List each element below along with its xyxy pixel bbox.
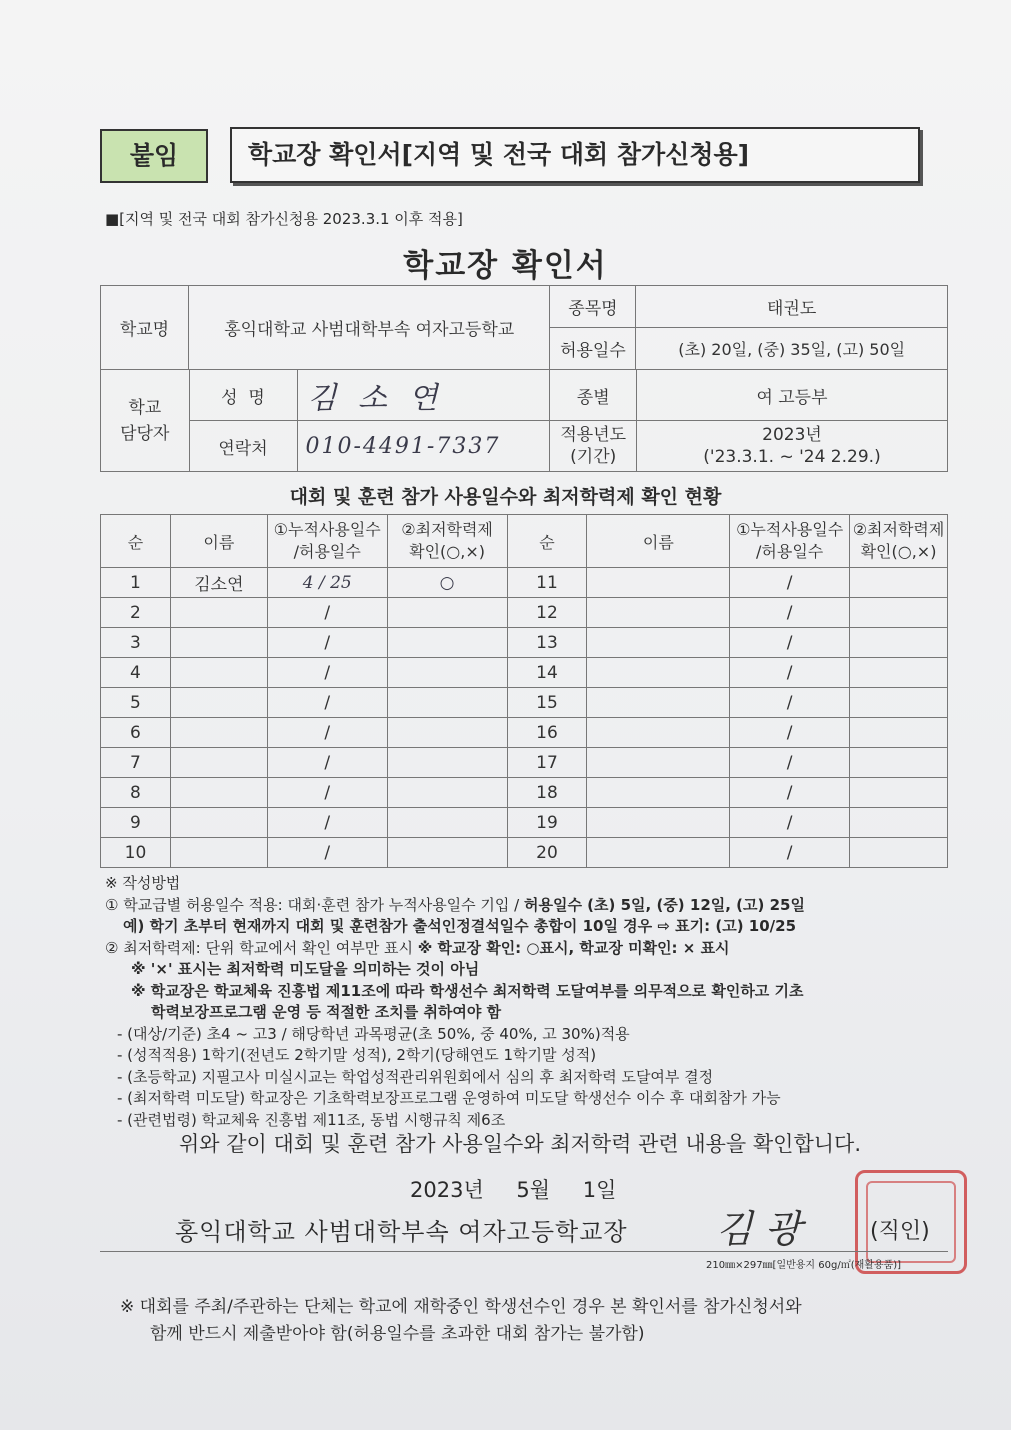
cell-r-no: 15 xyxy=(507,688,587,718)
cell-l-no: 4 xyxy=(101,658,171,688)
contact-value: 010-4491-7337 xyxy=(305,433,501,459)
school-info-table xyxy=(100,285,948,472)
note-line: ① 학교급별 허용일수 적용: 대회·훈련 참가 누적사용일수 기입 / 허용일수 (초) 5일, (중) 12일, (고) 25일 xyxy=(105,895,805,914)
cell-l-check xyxy=(387,658,507,688)
cell-r-no: 16 xyxy=(507,718,587,748)
application-note: ■[지역 및 전국 대회 참가신청용 2023.3.1 이후 적용] xyxy=(105,210,463,228)
sport-label: 종목명 xyxy=(550,286,636,328)
table-row xyxy=(101,778,948,808)
cell-r-check xyxy=(850,598,948,628)
cell-r-days: / xyxy=(730,598,850,628)
cell-r-no: 11 xyxy=(507,568,587,598)
cell-l-check xyxy=(387,778,507,808)
cell-l-name xyxy=(170,808,267,838)
table-row xyxy=(101,658,948,688)
cell-r-check xyxy=(850,568,948,598)
cell-l-check xyxy=(387,718,507,748)
cell-r-no: 17 xyxy=(507,748,587,778)
usage-table xyxy=(100,514,948,868)
cell-l-no: 3 xyxy=(101,628,171,658)
cell-r-days: / xyxy=(730,688,850,718)
cell-r-name xyxy=(587,688,730,718)
cell-r-no: 20 xyxy=(507,838,587,868)
year-value: 2023년 xyxy=(762,425,822,445)
allowed-days-value: (초) 20일, (중) 35일, (고) 50일 xyxy=(636,328,948,370)
usage-rows xyxy=(101,568,948,868)
cell-r-no: 19 xyxy=(507,808,587,838)
note-line: ※ '×' 표시는 최저학력 미도달을 의미하는 것이 아님 xyxy=(131,960,480,978)
attachment-badge: 붙임 xyxy=(100,129,208,183)
cell-r-no: 13 xyxy=(507,628,587,658)
cell-l-days: / xyxy=(267,778,387,808)
cell-l-days: / xyxy=(267,628,387,658)
cell-r-check xyxy=(850,688,948,718)
col-header-check: ②최저학력제 확인(○,×) xyxy=(850,515,948,568)
cell-l-no: 5 xyxy=(101,688,171,718)
manager-name-value: 김 소 연 xyxy=(297,370,549,421)
cell-l-no: 6 xyxy=(101,718,171,748)
cell-r-days: / xyxy=(730,748,850,778)
note-line: 예) 학기 초부터 현재까지 대회 및 훈련참가 출석인정결석일수 총합이 10일 경우 ⇨ 표기: (고) 10/25 xyxy=(123,917,797,935)
confirmation-statement: 위와 같이 대회 및 훈련 참가 사용일수와 최저학력 관련 내용을 확인합니다. xyxy=(178,1132,861,1156)
cell-r-days: / xyxy=(730,808,850,838)
cell-l-no: 8 xyxy=(101,778,171,808)
page-title: 학교장 확인서 xyxy=(403,248,608,284)
table-row xyxy=(101,688,948,718)
cell-l-name xyxy=(170,658,267,688)
table-row xyxy=(101,628,948,658)
cell-r-name xyxy=(587,658,730,688)
section-title: 대회 및 훈련 참가 사용일수와 최저학력제 확인 현황 xyxy=(289,486,722,508)
cell-l-days: / xyxy=(267,748,387,778)
school-name-label: 학교명 xyxy=(101,286,189,370)
sport-value: 태권도 xyxy=(636,286,948,328)
cell-r-name xyxy=(587,778,730,808)
principal-title: 홍익대학교 사범대학부속 여자고등학교장 xyxy=(175,1218,628,1246)
note-line: - (최저학력 미도달) 학교장은 기초학력보장프로그램 운영하여 미도달 학생선수 이수 후 대회참가 가능 xyxy=(117,1089,781,1107)
cell-l-no: 9 xyxy=(101,808,171,838)
cell-l-days: / xyxy=(267,808,387,838)
footer-note: ※ 대회를 주최/주관하는 단체는 학교에 재학중인 학생선수인 경우 본 확인서를 참가신청서와 함께 반드시 제출받아야 함(허용일수를 초과한 대회 참가는 불가함) xyxy=(120,1297,802,1344)
document-header-title: 학교장 확인서[지역 및 전국 대회 참가신청용] xyxy=(230,127,920,183)
col-header-check: ②최저학력제 확인(○,×) xyxy=(387,515,507,568)
note-line: ② 최저학력제: 단위 학교에서 확인 여부만 표시 ※ 학교장 확인: ○표시, 학교장 미확인: × 표시 xyxy=(105,938,730,957)
col-header-name: 이름 xyxy=(170,515,267,568)
cell-l-check xyxy=(387,598,507,628)
cell-r-name xyxy=(587,748,730,778)
cell-l-days: / xyxy=(267,688,387,718)
note-heading: ※ 작성방법 xyxy=(105,874,181,892)
name-label: 성 명 xyxy=(189,370,297,421)
divider xyxy=(100,1251,948,1252)
cell-l-no: 10 xyxy=(101,838,171,868)
table-row xyxy=(101,718,948,748)
cell-r-name xyxy=(587,718,730,748)
cell-l-name xyxy=(170,748,267,778)
year-period: ('23.3.1. ~ '24 2.29.) xyxy=(703,447,881,467)
note-line: - (관련법령) 학교체육 진흥법 제11조, 동법 시행규칙 제6조 xyxy=(117,1110,506,1129)
cell-r-check xyxy=(850,808,948,838)
cell-l-no: 7 xyxy=(101,748,171,778)
cell-l-no: 2 xyxy=(101,598,171,628)
cell-r-check xyxy=(850,658,948,688)
cell-l-days: / xyxy=(267,658,387,688)
issue-date: 2023년 5월 1일 xyxy=(410,1178,617,1202)
cell-r-days: / xyxy=(730,568,850,598)
cell-r-check xyxy=(850,838,948,868)
manager-label: 학교 담당자 xyxy=(101,370,189,471)
contact-label: 연락처 xyxy=(189,421,297,472)
cell-r-no: 12 xyxy=(507,598,587,628)
cell-l-days: / xyxy=(267,718,387,748)
paper-spec: 210㎜×297㎜[일반용지 60g/㎡(재활용품)] xyxy=(706,1260,902,1271)
cell-r-days: / xyxy=(730,718,850,748)
division-label: 종별 xyxy=(550,370,636,421)
col-header-no: 순 xyxy=(101,515,171,568)
cell-l-name xyxy=(170,838,267,868)
col-header-no: 순 xyxy=(507,515,587,568)
cell-r-days: / xyxy=(730,658,850,688)
cell-r-name xyxy=(587,808,730,838)
division-value: 여 고등부 xyxy=(636,370,947,421)
cell-r-name xyxy=(587,568,730,598)
cell-l-name: 김소연 xyxy=(170,568,267,598)
instructions xyxy=(105,873,965,1131)
cell-l-check: ○ xyxy=(387,568,507,598)
cell-r-name xyxy=(587,598,730,628)
cell-l-check xyxy=(387,838,507,868)
cell-r-name xyxy=(587,628,730,658)
cell-r-name xyxy=(587,838,730,868)
cell-r-check xyxy=(850,718,948,748)
cell-r-days: / xyxy=(730,628,850,658)
allowed-days-label: 허용일수 xyxy=(550,328,636,370)
cell-l-name xyxy=(170,718,267,748)
year-label: 적용년도 (기간) xyxy=(550,421,636,472)
cell-r-check xyxy=(850,748,948,778)
cell-l-no: 1 xyxy=(101,568,171,598)
cell-l-days: / xyxy=(267,838,387,868)
cell-l-check xyxy=(387,688,507,718)
cell-l-check xyxy=(387,748,507,778)
cell-l-days: 4 / 25 xyxy=(267,568,387,598)
cell-l-check xyxy=(387,628,507,658)
note-line: - (초등학교) 지필고사 미실시교는 학업성적관리위원회에서 심의 후 최저학력 도달여부 결정 xyxy=(117,1067,714,1086)
note-line: 학력보장프로그램 운영 등 적절한 조치를 취하여야 함 xyxy=(151,1003,502,1021)
cell-l-name xyxy=(170,778,267,808)
school-name-value: 홍익대학교 사범대학부속 여자고등학교 xyxy=(188,286,550,370)
table-row xyxy=(101,808,948,838)
cell-l-name xyxy=(170,688,267,718)
table-row xyxy=(101,748,948,778)
cell-r-check xyxy=(850,628,948,658)
note-line: - (성적적용) 1학기(전년도 2학기말 성적), 2학기(당해연도 1학기말 성적) xyxy=(117,1046,597,1064)
principal-signature: 김 광 xyxy=(716,1207,802,1251)
table-row xyxy=(101,838,948,868)
note-line: - (대상/기준) 초4 ~ 고3 / 해당학년 과목평균(초 50%, 중 40%, 고 30%)적용 xyxy=(117,1024,630,1043)
cell-r-no: 14 xyxy=(507,658,587,688)
cell-r-check xyxy=(850,778,948,808)
cell-l-name xyxy=(170,598,267,628)
cell-r-days: / xyxy=(730,778,850,808)
cell-l-check xyxy=(387,808,507,838)
cell-r-no: 18 xyxy=(507,778,587,808)
cell-r-days: / xyxy=(730,838,850,868)
col-header-days: ①누적사용일수 /허용일수 xyxy=(267,515,387,568)
table-row xyxy=(101,568,948,598)
col-header-days: ①누적사용일수 /허용일수 xyxy=(730,515,850,568)
note-line: ※ 학교장은 학교체육 진흥법 제11조에 따라 학생선수 최저학력 도달여부를 의무적으로 확인하고 기초 xyxy=(131,981,804,1000)
cell-l-days: / xyxy=(267,598,387,628)
seal-label: (직인) xyxy=(870,1219,930,1244)
col-header-name: 이름 xyxy=(587,515,730,568)
table-row xyxy=(101,598,948,628)
cell-l-name xyxy=(170,628,267,658)
